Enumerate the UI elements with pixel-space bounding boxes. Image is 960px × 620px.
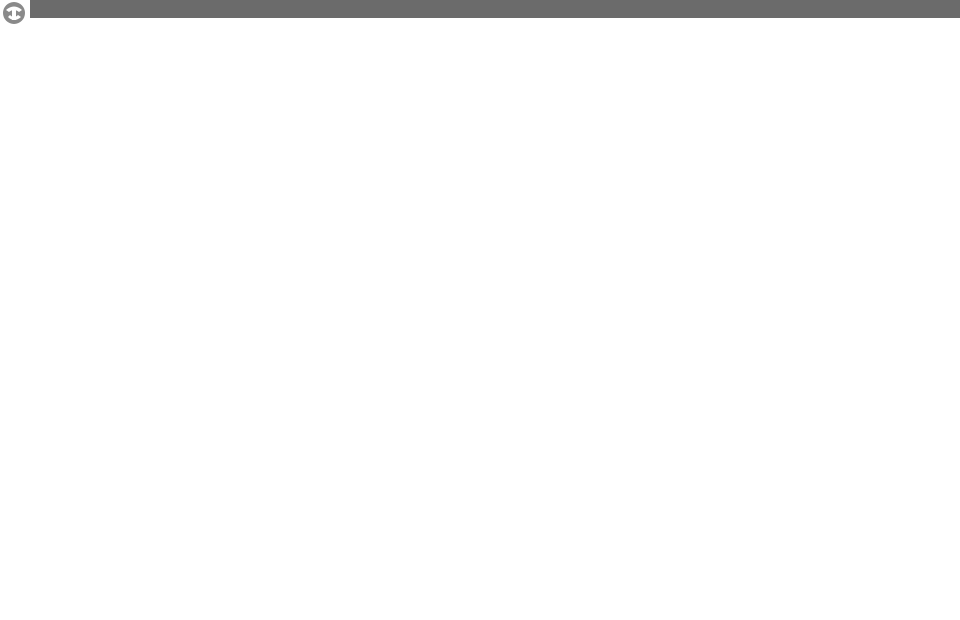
curriculum-table: [39, 42, 960, 620]
treff-logo: [0, 0, 30, 36]
header-bar: [0, 0, 960, 18]
logo-icon: [0, 0, 30, 28]
